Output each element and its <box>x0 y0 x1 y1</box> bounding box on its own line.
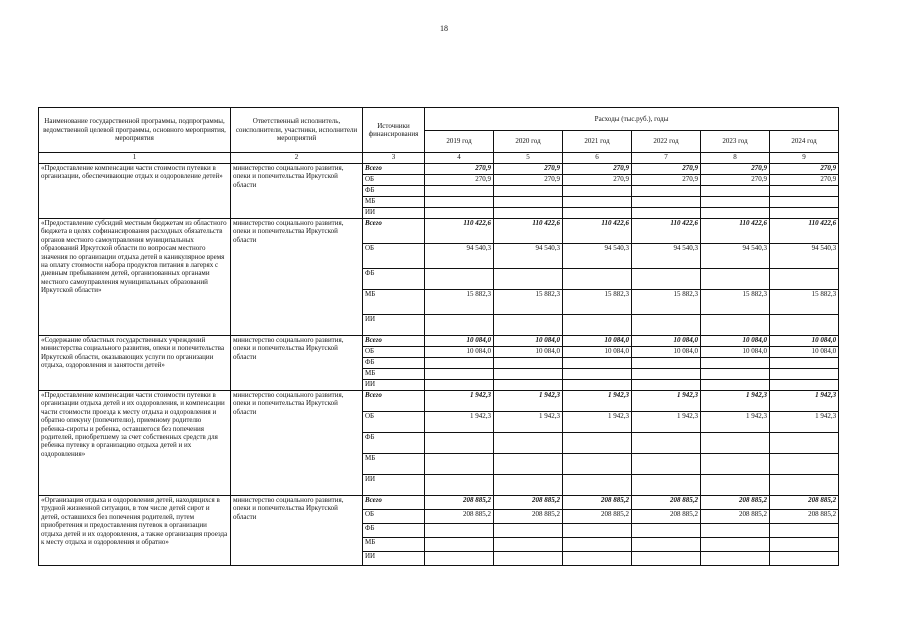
value-mb: 15 882,3 <box>770 290 839 315</box>
header-source: Источники финансирования <box>363 108 425 153</box>
column-index: 1 <box>39 153 231 164</box>
value-ob: 94 540,3 <box>425 244 494 269</box>
column-index: 8 <box>701 153 770 164</box>
value-ob: 1 942,3 <box>770 412 839 433</box>
source-ii: ИИ <box>363 552 425 566</box>
value-ob: 208 885,2 <box>632 510 701 524</box>
header-executor: Ответственный исполнитель, соисполнители, участники, исполнители мероприятий <box>231 108 363 153</box>
column-index: 3 <box>363 153 425 164</box>
measure-executor: министерство социального развития, опеки и попечительства Иркутской области <box>231 164 363 219</box>
value-total: 270,9 <box>425 164 494 175</box>
value-mb: 15 882,3 <box>563 290 632 315</box>
measure-name: «Предоставление компенсации части стоимости путевки в организации, обеспечивающие отдых и оздоровление детей» <box>39 164 231 219</box>
source-total: Всего <box>363 336 425 347</box>
header-year: 2020 год <box>494 131 563 153</box>
value-total: 1 942,3 <box>770 391 839 412</box>
value-ob: 270,9 <box>632 175 701 186</box>
value-ob: 1 942,3 <box>632 412 701 433</box>
value-total: 10 084,0 <box>770 336 839 347</box>
value-ob: 10 084,0 <box>770 347 839 358</box>
value-mb: 15 882,3 <box>494 290 563 315</box>
value-total: 10 084,0 <box>425 336 494 347</box>
source-ob: ОБ <box>363 347 425 358</box>
value-ob: 1 942,3 <box>563 412 632 433</box>
value-total: 208 885,2 <box>563 496 632 510</box>
value-ob: 270,9 <box>494 175 563 186</box>
column-index: 7 <box>632 153 701 164</box>
value-total: 208 885,2 <box>701 496 770 510</box>
header-name: Наименование государственной программы, подпрограммы, ведомственной целевой программы, основного мероприятия, мероприятия <box>39 108 231 153</box>
value-total: 208 885,2 <box>770 496 839 510</box>
value-ob: 94 540,3 <box>632 244 701 269</box>
measure-name: «Предоставление компенсации части стоимости путевки в организации отдыха детей и их оздоровления, и компенсации части стоимости проезда к месту отдыха и оздоровления и обратно опекуну (попечителю), приемному родителю ребенка-сироты и ребенка, оставшегося без попечения родителей, приобретшему за счет собственных средств для ребенка путевку в организацию отдыха детей и их оздоровления» <box>39 391 231 496</box>
value-total: 270,9 <box>494 164 563 175</box>
source-total: Всего <box>363 164 425 175</box>
source-total: Всего <box>363 219 425 244</box>
value-mb: 15 882,3 <box>632 290 701 315</box>
source-mb: МБ <box>363 538 425 552</box>
value-total: 10 084,0 <box>701 336 770 347</box>
source-fb: ФБ <box>363 358 425 369</box>
source-ob: ОБ <box>363 510 425 524</box>
value-ob: 1 942,3 <box>425 412 494 433</box>
source-ii: ИИ <box>363 315 425 336</box>
value-total: 1 942,3 <box>425 391 494 412</box>
value-ob: 208 885,2 <box>563 510 632 524</box>
header-year: 2021 год <box>563 131 632 153</box>
value-total: 1 942,3 <box>632 391 701 412</box>
value-ob: 270,9 <box>701 175 770 186</box>
source-total: Всего <box>363 496 425 510</box>
value-total: 10 084,0 <box>632 336 701 347</box>
source-fb: ФБ <box>363 524 425 538</box>
source-ii: ИИ <box>363 380 425 391</box>
source-mb: МБ <box>363 197 425 208</box>
value-total: 1 942,3 <box>494 391 563 412</box>
value-ob: 208 885,2 <box>425 510 494 524</box>
measure-executor: министерство социального развития, опеки и попечительства Иркутской области <box>231 336 363 391</box>
measure-name: «Организация отдыха и оздоровления детей, находящихся в трудной жизненной ситуации, в том числе детей сирот и детей, оставшихся без попечения родителей, путем приобретения и предоставления путевок в организации отдыха детей и их оздоровления, а также организация проезда к месту отдыха и оздоровления и обратно» <box>39 496 231 566</box>
value-ob: 1 942,3 <box>494 412 563 433</box>
value-ob: 208 885,2 <box>770 510 839 524</box>
expenses-table <box>38 107 839 566</box>
value-total: 110 422,6 <box>632 219 701 244</box>
value-ob: 10 084,0 <box>425 347 494 358</box>
value-total: 270,9 <box>632 164 701 175</box>
measure-executor: министерство социального развития, опеки и попечительства Иркутской области <box>231 391 363 496</box>
header-year: 2019 год <box>425 131 494 153</box>
source-mb: МБ <box>363 290 425 315</box>
source-fb: ФБ <box>363 186 425 197</box>
column-index: 9 <box>770 153 839 164</box>
source-mb: МБ <box>363 369 425 380</box>
value-total: 110 422,6 <box>701 219 770 244</box>
header-year: 2024 год <box>770 131 839 153</box>
value-ob: 270,9 <box>425 175 494 186</box>
value-ob: 10 084,0 <box>494 347 563 358</box>
value-ob: 1 942,3 <box>701 412 770 433</box>
value-ob: 94 540,3 <box>563 244 632 269</box>
source-ob: ОБ <box>363 244 425 269</box>
value-ob: 10 084,0 <box>632 347 701 358</box>
source-ii: ИИ <box>363 208 425 219</box>
measure-executor: министерство социального развития, опеки и попечительства Иркутской области <box>231 219 363 336</box>
measure-name: «Содержание областных государственных учреждений министерства социального развития, опеки и попечительства Иркутской области, оказывающих услуги по организации отдыха, оздоровления и занятости детей» <box>39 336 231 391</box>
measure-executor: министерство социального развития, опеки и попечительства Иркутской области <box>231 496 363 566</box>
value-total: 110 422,6 <box>425 219 494 244</box>
value-total: 270,9 <box>770 164 839 175</box>
value-mb: 15 882,3 <box>701 290 770 315</box>
value-total: 110 422,6 <box>770 219 839 244</box>
value-ob: 10 084,0 <box>701 347 770 358</box>
column-index: 4 <box>425 153 494 164</box>
value-total: 1 942,3 <box>701 391 770 412</box>
header-year: 2023 год <box>701 131 770 153</box>
value-total: 110 422,6 <box>563 219 632 244</box>
column-index: 5 <box>494 153 563 164</box>
value-total: 10 084,0 <box>494 336 563 347</box>
header-year: 2022 год <box>632 131 701 153</box>
column-index: 2 <box>231 153 363 164</box>
source-ii: ИИ <box>363 475 425 496</box>
value-ob: 94 540,3 <box>770 244 839 269</box>
value-total: 1 942,3 <box>563 391 632 412</box>
source-mb: МБ <box>363 454 425 475</box>
value-total: 270,9 <box>701 164 770 175</box>
page-number: 18 <box>440 24 448 33</box>
value-ob: 208 885,2 <box>701 510 770 524</box>
value-mb: 15 882,3 <box>425 290 494 315</box>
value-total: 208 885,2 <box>494 496 563 510</box>
source-ob: ОБ <box>363 175 425 186</box>
value-total: 10 084,0 <box>563 336 632 347</box>
source-total: Всего <box>363 391 425 412</box>
value-total: 270,9 <box>563 164 632 175</box>
value-ob: 208 885,2 <box>494 510 563 524</box>
value-ob: 10 084,0 <box>563 347 632 358</box>
value-ob: 94 540,3 <box>494 244 563 269</box>
column-index: 6 <box>563 153 632 164</box>
value-ob: 270,9 <box>770 175 839 186</box>
value-ob: 94 540,3 <box>701 244 770 269</box>
value-total: 208 885,2 <box>425 496 494 510</box>
source-fb: ФБ <box>363 269 425 290</box>
value-total: 208 885,2 <box>632 496 701 510</box>
value-ob: 270,9 <box>563 175 632 186</box>
source-ob: ОБ <box>363 412 425 433</box>
source-fb: ФБ <box>363 433 425 454</box>
value-total: 110 422,6 <box>494 219 563 244</box>
measure-name: «Предоставление субсидий местным бюджетам из областного бюджета в целях софинансирования расходных обязательств органов местного самоуправления муниципальных образований Иркутской области по вопросам местного значения по организации отдыха детей в каникулярное время на оплату стоимости набора продуктов питания в лагерях с дневным пребыванием детей, организованных органами местного самоуправления муниципальных образований Иркутской области» <box>39 219 231 336</box>
header-expenses: Расходы (тыс.руб.), годы <box>425 108 839 131</box>
